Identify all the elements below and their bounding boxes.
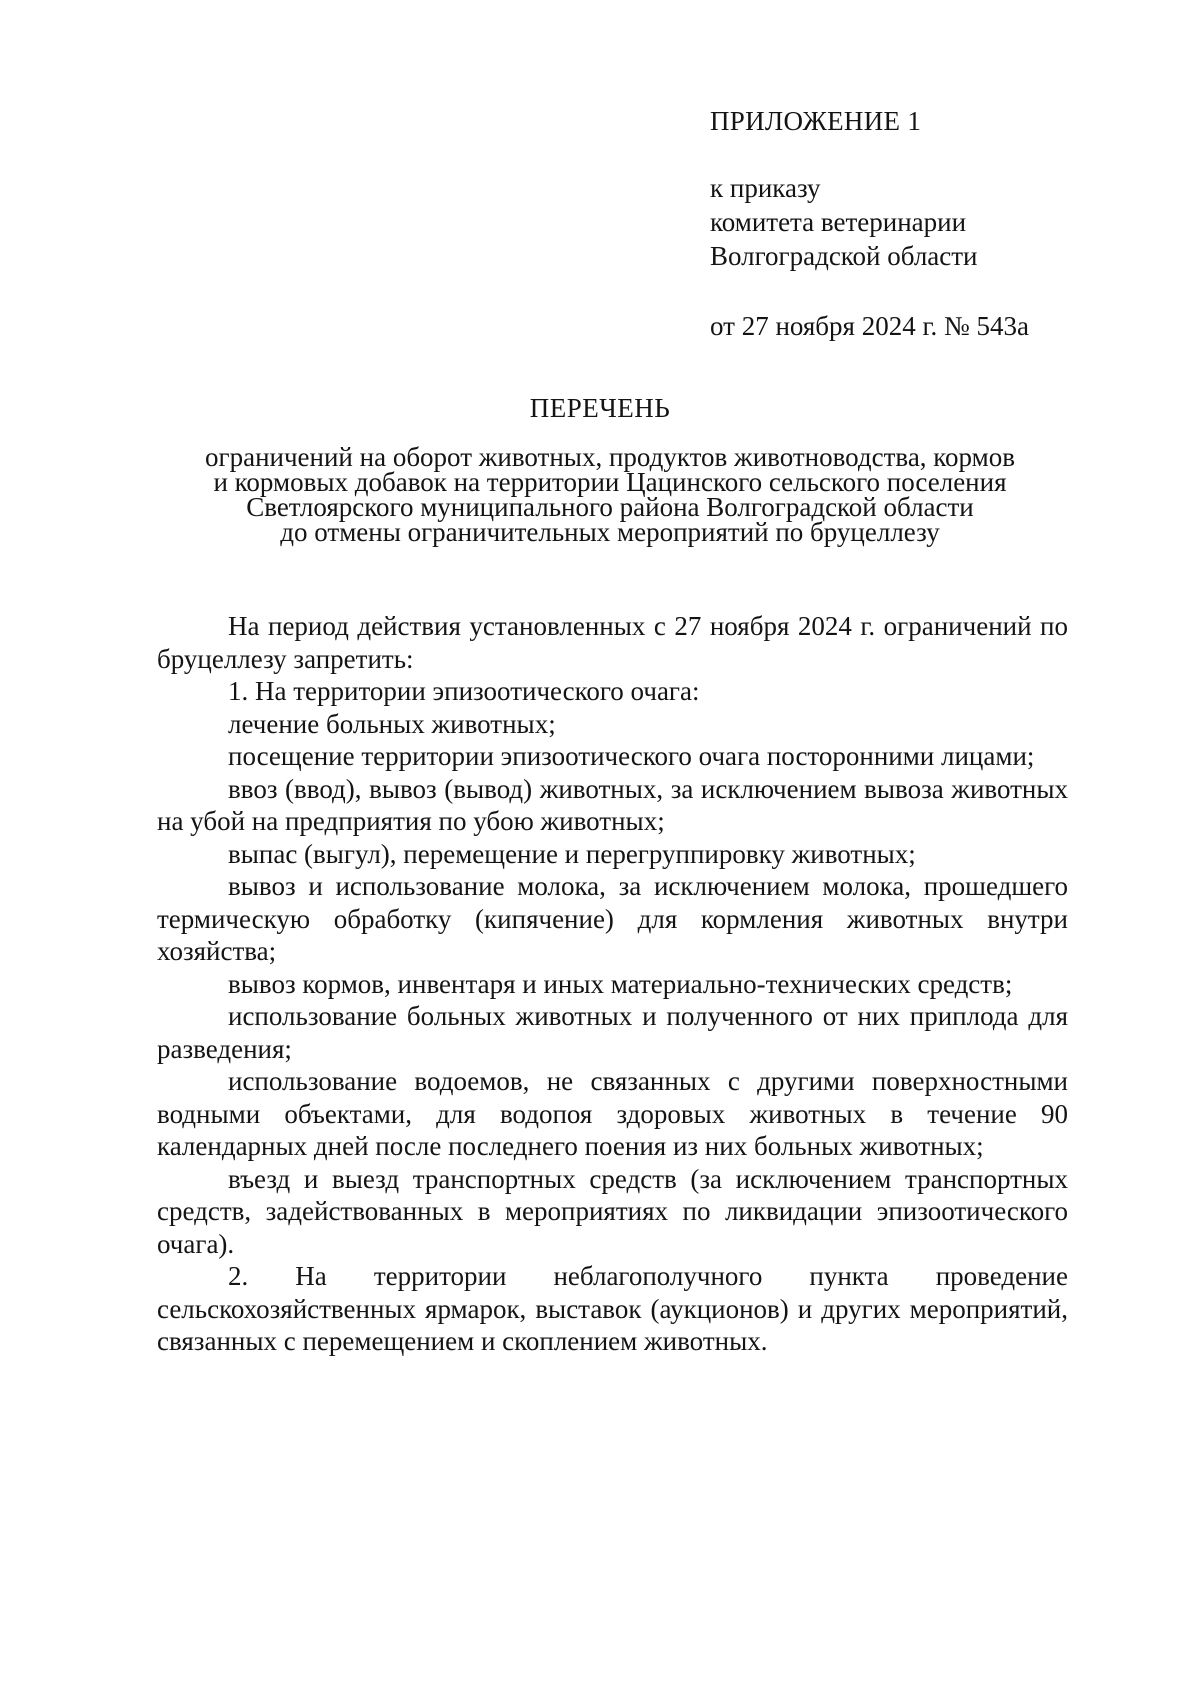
list-item: выпас (выгул), перемещение и перегруппировку животных; [228,838,916,869]
document-subtitle [150,442,1070,547]
list-item: вывоз кормов, инвентаря и иных материально-технических средств; [228,968,1013,999]
appendix-heading: ПРИЛОЖЕНИЕ 1 [710,106,922,136]
appendix-date: от 27 ноября 2024 г. № 543а [710,311,1029,341]
subtitle-line: и кормовых добавок на территории Цацинского сельского поселения [213,467,1007,497]
document-title: ПЕРЕЧЕНЬ [529,393,671,423]
list-item: ввоз (ввод), вывоз (вывод) животных, за исключением вывоза животных на убой на предприятия по убою животных; [157,773,1068,836]
list-item: посещение территории эпизоотического очага посторонними лицами; [228,741,1035,771]
list-item: использование больных животных и полученного от них приплода для разведения; [157,1001,1068,1064]
subtitle-line: Светлоярского муниципального района Волгоградской области [246,492,974,522]
appendix-line: Волгоградской области [710,241,978,271]
item2-paragraph: 2. На территории неблагополучного пункта проведение сельскохозяйственных ярмарок, выставок (аукционов) и других мероприятий, связанных с перемещением и скоплением животных. [157,1261,1068,1356]
list-item: использование водоемов, не связанных с другими поверхностными водными объектами, для водопоя здоровых животных в течение 90 календарных дней после последнего поения из них больных животных; [157,1066,1068,1161]
item1-heading: 1. На территории эпизоотического очага: [228,676,700,706]
subtitle-line: до отмены ограничительных мероприятий по бруцеллезу [280,517,940,547]
appendix-line: к приказу [710,173,821,203]
list-item: въезд и выезд транспортных средств (за исключением транспортных средств, задействованных в мероприятиях по ликвидации эпизоотического очага). [157,1163,1068,1259]
appendix-block [710,104,1150,343]
list-item: лечение больных животных; [228,708,556,739]
subtitle-line: ограничений на оборот животных, продуктов животноводства, кормов [205,442,1015,472]
appendix-line: комитета ветеринарии [710,207,967,237]
list-item: вывоз и использование молока, за исключением молока, прошедшего термическую обработку (кипячение) для кормления животных внутри хозяйства; [157,871,1068,966]
document-body [157,610,1068,1358]
intro-paragraph: На период действия установленных с 27 ноября 2024 г. ограничений по бруцеллезу запретить: [157,611,1068,674]
